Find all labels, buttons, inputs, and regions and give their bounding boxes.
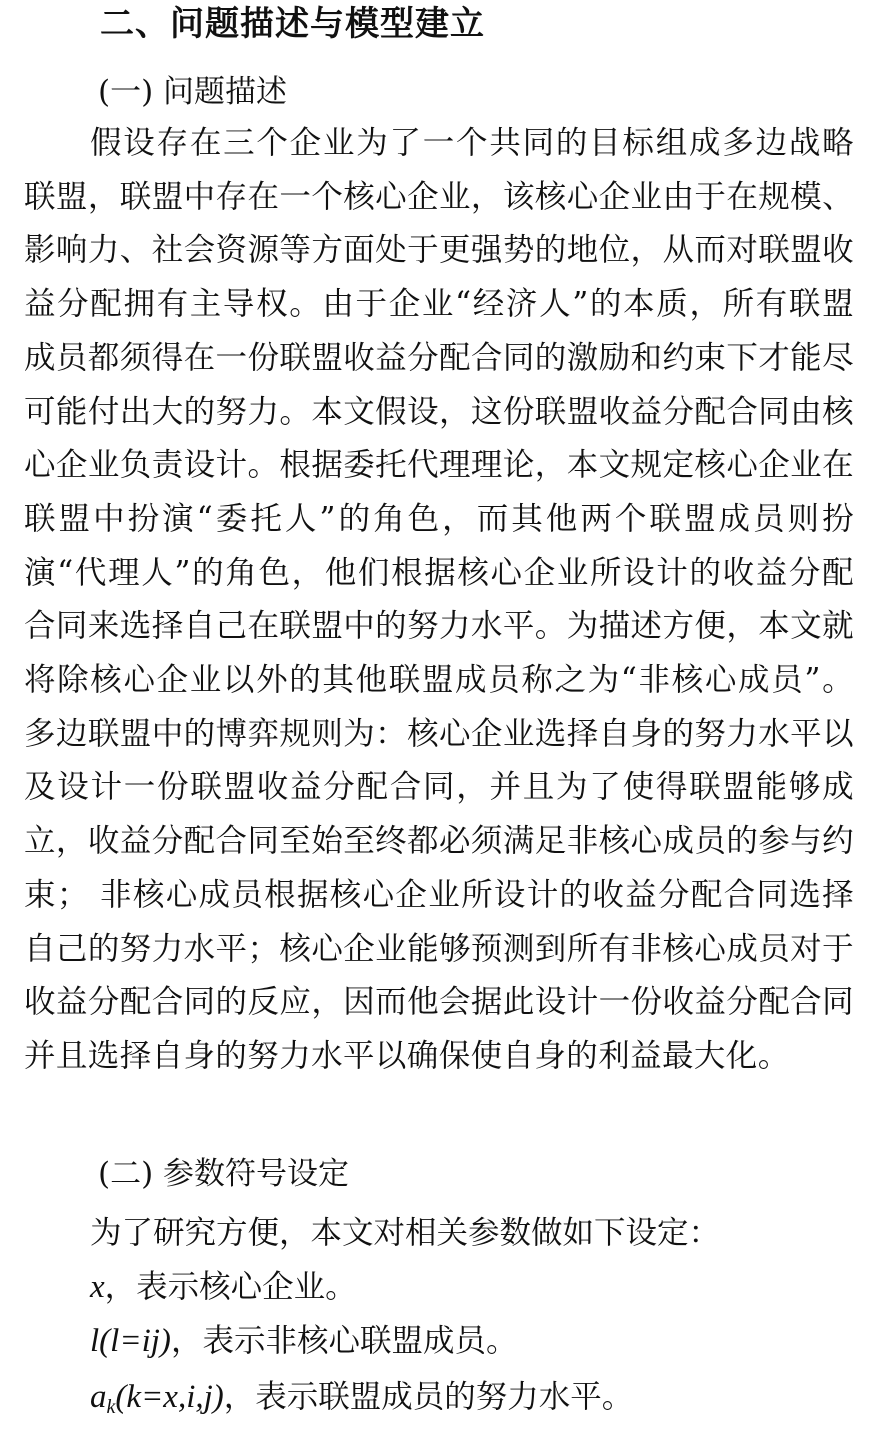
- definition-a-k-text: ，表示联盟成员的努力水平。: [223, 1379, 634, 1415]
- condition-l: (l=ij): [99, 1323, 171, 1359]
- symbol-x: x: [90, 1269, 105, 1305]
- section-title: 二、问题描述与模型建立: [100, 4, 485, 44]
- definition-l-text: ，表示非核心联盟成员。: [170, 1323, 518, 1359]
- condition-k: (k=x,i,j): [115, 1379, 224, 1415]
- definition-l: [90, 1318, 517, 1364]
- subscript-k: k: [106, 1396, 116, 1418]
- definition-x-text: ，表示核心企业。: [104, 1269, 357, 1305]
- symbol-a: a: [90, 1379, 107, 1415]
- symbol-l: l: [90, 1323, 100, 1359]
- definition-x: [90, 1264, 357, 1310]
- subsection-heading-parameters: (二) 参数符号设定: [98, 1156, 350, 1192]
- definition-a-k: [90, 1374, 633, 1430]
- problem-description-paragraph: 假设存在三个企业为了一个共同的目标组成多边战略联盟，联盟中存在一个核心企业，该核心企业由于在规模、影响力、社会资源等方面处于更强势的地位，从而对联盟收益分配拥有主导权。由于企业“经济人”的本质，所有联盟成员都须得在一份联盟收益分配合同的激励和约束下才能尽可能付出大的努力。本文假设，这份联盟收益分配合同由核心企业负责设计。根据委托代理理论，本文规定核心企业在联盟中扮演“委托人”的角色，而其他两个联盟成员则扮演“代理人”的角色，他们根据核心企业所设计的收益分配合同来选择自己在联盟中的努力水平。为描述方便，本文就将除核心企业以外的其他联盟成员称之为“非核心成员”。多边联盟中的博弈规则为：核心企业选择自身的努力水平以及设计一份联盟收益分配合同，并且为了使得联盟能够成立，收益分配合同至始至终都必须满足非核心成员的参与约束； 非核心成员根据核心企业所设计的收益分配合同选择自己的努力水平；核心企业能够预测到所有非核心成员对于收益分配合同的反应，因而他会据此设计一份收益分配合同并且选择自身的努力水平以确保使自身的利益最大化。: [24, 125, 854, 1074]
- subsection-heading-problem: (一) 问题描述: [98, 74, 288, 110]
- parameters-intro: 为了研究方便，本文对相关参数做如下设定：: [90, 1215, 721, 1251]
